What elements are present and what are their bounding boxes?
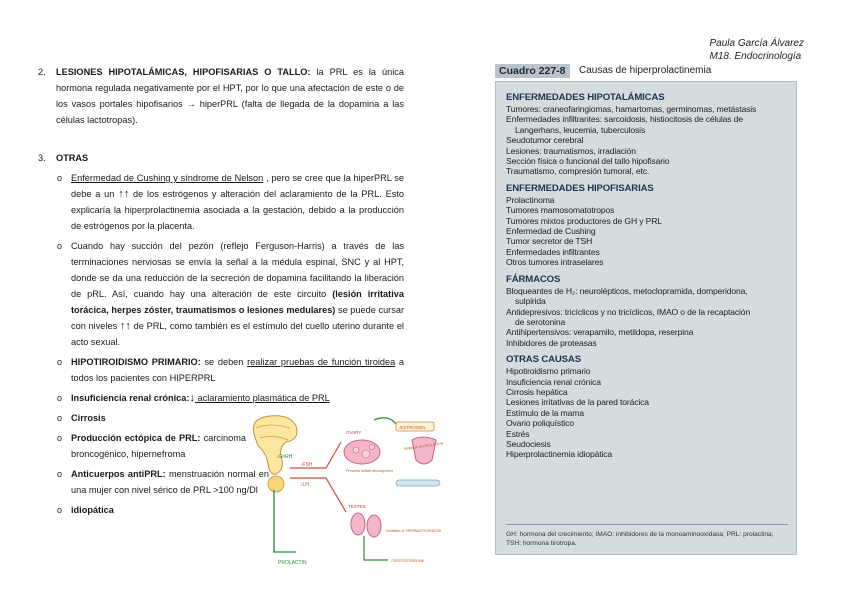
double-up-arrow-icon: ↑↑ (118, 188, 130, 200)
list-item: Enfermedad de Cushing (506, 226, 596, 237)
bullet-antibodies: o Anticuerpos antiPRL: menstruación normal en una mujer con nivel sérico de PRL >100 ng/Dl (38, 466, 269, 498)
category-heading: FÁRMACOS (506, 273, 561, 285)
spermatogenesis-label: Inhibition of SPERMATOGENESIS (386, 529, 442, 533)
follicle-label: Prevents follicle development (346, 469, 393, 473)
list-item: Lesiones irritativas de la pared torácica (506, 397, 649, 408)
list-item: Bloqueantes de H₂: neurolépticos, metoclopramida, domperidona, (506, 285, 748, 296)
list-item: Cirrosis hepática (506, 386, 568, 397)
category-heading: ENFERMEDADES HIPOTALÁMICAS (506, 92, 665, 103)
list-item: Hipotiroidismo primario (506, 366, 591, 377)
list-item: Traumatismo, compresión tumoral, etc. (506, 166, 650, 177)
bullet-marker: o (57, 433, 63, 443)
author-name: Paula García Álvarez (709, 38, 804, 49)
prolactin-effects-diagram (246, 412, 458, 572)
page-header (710, 37, 805, 63)
section-number: 3. (38, 153, 46, 163)
prolactin-label: PROLACTIN (278, 560, 307, 566)
list-item: Tumores: craneofaringiomas, hamartomas, germinomas, metástasis (506, 104, 757, 114)
category-heading: ENFERMEDADES HIPOFISARIAS (506, 182, 654, 194)
bullet-cushing: o Enfermedad de Cushing y síndrome de Nelson , pero se cree que la hiperPRL se debe a un ↑↑ de los estrógenos y alteración del aclaramiento de la PRL. Esto explicaría la hiperprolactinemia asociada a la gestación, debido a la producción de estrógenos por la placenta. (38, 170, 404, 234)
down-arrow-icon: ↓ (189, 392, 195, 404)
bullet-marker: o (57, 241, 63, 251)
testes-label: TESTES (348, 504, 366, 509)
testes-icon (351, 513, 365, 535)
category-heading: OTRAS CAUSAS (506, 354, 581, 366)
section-2-title: LESIONES HIPOTALÁMICAS, HIPOFISARIAS O TALLO: (56, 67, 311, 77)
list-item: Insuficiencia renal crónica (506, 376, 601, 387)
box-body (495, 81, 797, 555)
box-tag: Cuadro 227-8 (495, 64, 570, 78)
bullet-ectopic: o Producción ectópica de PRL: carcinoma broncogénico, hipernefroma (38, 430, 246, 462)
double-up-arrow-icon: ↑↑ (119, 320, 131, 332)
bullet-marker: o (57, 505, 63, 515)
list-item: de serotonina (515, 316, 566, 327)
fsh-label: ↓FSH (300, 462, 313, 468)
list-item: Enfermedades infiltrantes: sarcoidosis, histiocitosis de células de (506, 114, 743, 125)
list-item: Seudotumor cerebral (506, 135, 584, 146)
list-item: Lesiones: traumatismos, irradiación (506, 145, 636, 156)
list-item: Prolactinoma (506, 194, 555, 205)
list-item: Seudociesis (506, 438, 551, 449)
list-item: Ovario poliquístico (506, 418, 574, 429)
bullet-idiopathic: o idiopática (38, 502, 404, 518)
section-2 (38, 64, 404, 128)
pituitary-icon (253, 416, 297, 475)
subject-label: M18. Endocrinología (709, 51, 802, 62)
bullet-marker: o (57, 393, 63, 403)
bullet-marker: o (57, 413, 63, 423)
prolactin-arrow (274, 490, 296, 552)
bullet-cirrhosis: o Cirrosis (38, 410, 404, 426)
section-number: 2. (38, 67, 46, 77)
bullet-marker: o (57, 357, 63, 367)
list-item: Langerhans, leucemia, tuberculosis (515, 124, 646, 135)
gnrh-label: ↓GnRH (276, 454, 293, 460)
list-item: Enfermedades infiltrantes (506, 246, 600, 257)
bullet-marker: o (57, 469, 63, 479)
ovary-icon (344, 440, 380, 464)
list-item: Inhibidores de proteasas (506, 337, 597, 348)
bullet-suction-reflex: o Cuando hay succión del pezón (reflejo Ferguson-Harris) a través de las terminaciones nerviosas se envía la señal a la médula espinal, SNC y al HPT, donde se da una reducción de la secreción de dopamina facilitando la liberación de pRL. Así, cuando hay una alteración de este circuito (lesión irritativa torácica, herpes zóster, traumatismos o lesiones medulares) se puede cursar con niveles ↑↑ de PRL, como también es el estímulo del cuello uterino durante el acto sexual. (38, 238, 404, 350)
lh-label: ↓LH (300, 482, 309, 488)
section-3-title: OTRAS (56, 153, 89, 163)
testosterone-label: ↓TESTOSTERONE (390, 558, 425, 563)
bullet-renal: o Insuficiencia renal crónica:↓ aclaramiento plasmática de PRL (57, 392, 330, 404)
list-item: Estímulo de la mama (506, 407, 584, 418)
section-3 (38, 150, 404, 166)
list-item: Sección física o funcional del tallo hipofisario (506, 156, 670, 167)
list-item: Tumor secretor de TSH (506, 236, 593, 247)
list-item: Hiperprolactinemia idiopática (506, 449, 612, 460)
list-item: Antihipertensivos: verapamilo, metildopa, reserpina (506, 327, 694, 338)
list-item: Estrés (506, 428, 530, 439)
list-item: Otros tumores intraselares (506, 257, 604, 268)
box-heading: Causas de hiperprolactinemia (579, 65, 712, 76)
list-item: Tumores mixtos productores de GH y PRL (506, 215, 662, 226)
list-item: Tumores mamosomatotropos (506, 205, 615, 216)
list-item: Antidepresivos: tricíclicos y no tricíclicos, IMAO o de la recaptación (506, 306, 751, 317)
section-2-text: la PRL es la única hormona regulada negativamente por el HPT, por lo que una afectación de este o de los vasos portales hipofisarios → hiperPRL (falta de llegada de la dopamina a las células lactotropas). (56, 67, 405, 125)
causes-table-box (495, 64, 797, 555)
bullet-hypothyroidism: o HIPOTIROIDISMO PRIMARIO: se deben realizar pruebas de función tiroidea a todos los pacientes con HIPERPRL (38, 354, 404, 386)
cushing-link-text: Enfermedad de Cushing y síndrome de Nelson (71, 173, 264, 183)
box-title (495, 64, 797, 78)
box-footnote: GH: hormona del crecimiento; IMAO: inhibidores de la monoaminooxidasa; PRL: prolactina; TSH: hormona tirotropa. (506, 524, 788, 549)
estrogen-label: ↓ESTROGEN (398, 425, 426, 430)
ovulation-label: Inhibition of OVULATION (403, 441, 444, 451)
list-item: sulpirida (515, 296, 546, 307)
ovary-label: OVARY (346, 430, 362, 435)
bullet-marker: o (57, 173, 63, 183)
